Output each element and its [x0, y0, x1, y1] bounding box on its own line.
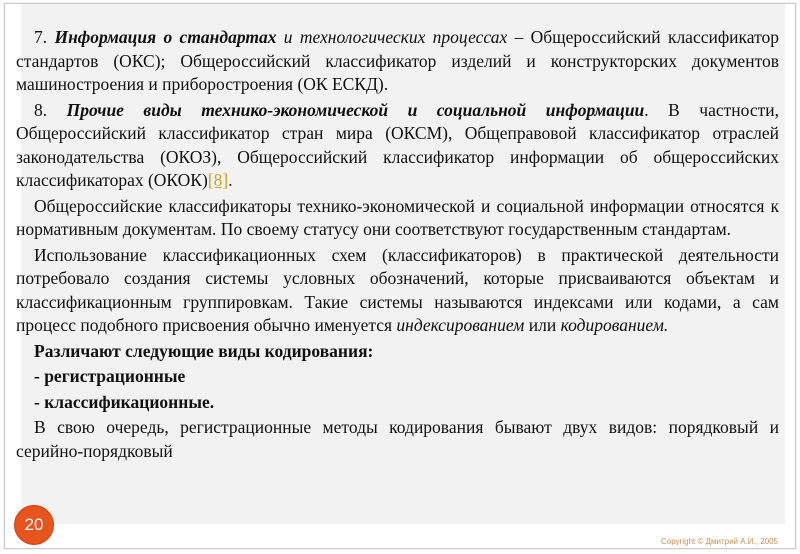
item-number: 7.: [34, 27, 48, 47]
list-item-classification: - классификационные.: [34, 391, 215, 412]
list-item-registration: - регистрационные: [34, 366, 186, 386]
paragraph-classifiers-status: Общероссийские классификаторы технико-экономической и социальной информации относятся к нормативным документам. По своему статусу они соответствуют государственным стандартам.: [16, 195, 779, 239]
copyright-text: Copyright © Дмитрий А.И., 2005: [660, 537, 778, 546]
term-processes: и технологических процессах: [283, 27, 508, 47]
term-coding: кодированием.: [560, 315, 669, 335]
reference-link[interactable]: [8]: [207, 170, 229, 190]
paragraph-text: – Общероссийский классификатор стандартов (ОКС); Общероссийский классификатор изделий и конструкторских документов машиностроения и приборостроения (ОК ЕСКД).: [16, 27, 780, 94]
term-indexing: индексированием: [396, 315, 525, 335]
item-number: 8.: [34, 99, 48, 120]
slide-number-badge: 20: [14, 505, 54, 545]
slide-content: [16, 26, 779, 465]
paragraph-coding-systems: [16, 244, 779, 338]
paragraph-standards-info: [16, 26, 779, 97]
term-other-info: Прочие виды технико-экономической и социальной информации: [66, 99, 645, 120]
term-standards-info: Информация о стандартах: [54, 27, 277, 47]
paragraph-text: Использование классификационных схем (классификаторов) в практической деятельности потребовало создания системы условных обозначений, которые присваиваются объектам и классификационным группировкам. Такие системы называются индексами или кодами, а сам процесс подобного присвоения обычно именуется: [16, 244, 779, 335]
paragraph-registration-methods: В свою очередь, регистрационные методы кодирования бывают двух видов: порядковый и серийно-порядковый: [16, 417, 779, 461]
conjunction: или: [528, 315, 557, 335]
paragraph-end: .: [228, 170, 233, 190]
paragraph-other-info: [16, 99, 779, 193]
paragraph-text: . В частности, Общероссийский классификатор стран мира (ОКСМ), Общеправовой классификатор отраслей законодательства (ОКОЗ), Общероссийский классификатор информации об общероссийских классификаторах (ОКОК): [16, 99, 779, 190]
heading-coding-types: Различают следующие виды кодирования:: [34, 340, 374, 361]
